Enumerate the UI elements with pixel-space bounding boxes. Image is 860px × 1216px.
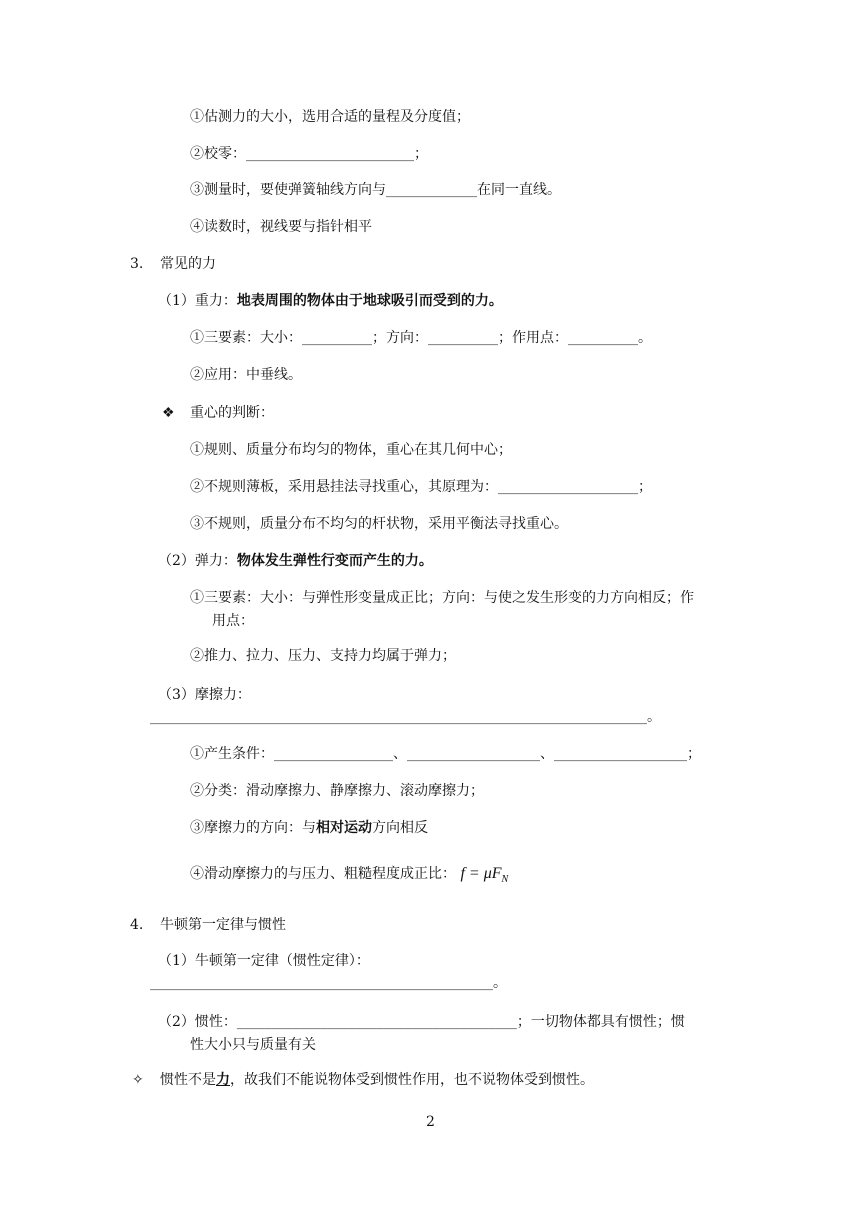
friction-types: ②分类：滑动摩擦力、静摩擦力、滚动摩擦力；: [190, 783, 484, 799]
gravity-application: ②应用：中垂线。: [190, 367, 302, 383]
cog-regular: ①规则、质量分布均匀的物体，重心在其几何中心；: [190, 442, 512, 458]
inertia-note-pre: 惯性不是: [160, 1072, 216, 1088]
friction-blank: _______________________________________________________________________。: [150, 709, 661, 725]
step-read: ④读数时，视线要与指针相平: [190, 219, 372, 235]
force-term: 力: [216, 1072, 230, 1088]
friction-heading: （3）摩擦力：: [158, 687, 251, 703]
newton-first-law: （1）牛顿第一定律（惯性定律）：: [158, 953, 370, 969]
gravity-heading: [158, 291, 503, 311]
star-bullet-icon: ✧: [132, 1072, 144, 1088]
gravity-definition: 地表周围的物体由于地球吸引而受到的力。: [236, 293, 503, 309]
section-4-title: 牛顿第一定律与惯性: [160, 917, 286, 933]
section-3-number: 3.: [130, 256, 144, 272]
friction-direction: [190, 818, 428, 838]
friction-formula: $f = \mu F_N$: [460, 865, 509, 886]
elastic-elements-line1: ①三要素：大小：与弹性形变量成正比；方向：与使之发生形变的力方向相反；作: [190, 590, 694, 606]
sliding-friction-text: ④滑动摩擦力的与压力、粗糙程度成正比：: [190, 866, 456, 882]
inertia-note-post: ，故我们不能说物体受到惯性作用，也不说物体受到惯性。: [230, 1072, 594, 1088]
section-3-title: 常见的力: [160, 256, 216, 272]
elastic-heading: [158, 551, 433, 571]
cog-suspension: ②不规则薄板，采用悬挂法寻找重心，其原理为：____________________；: [190, 479, 652, 495]
section-4-number: 4.: [130, 917, 144, 933]
step-axis: ③测量时，要使弹簧轴线方向与_____________在同一直线。: [190, 182, 561, 198]
friction-direction-post: 方向相反: [372, 820, 428, 836]
gravity-label: （1）重力：: [158, 293, 237, 309]
diamond-bullet-icon: ❖: [162, 405, 175, 421]
step-zero: ②校零：________________________；: [190, 146, 428, 162]
friction-direction-pre: ③摩擦力的方向：与: [190, 820, 316, 836]
page-number: 2: [426, 1114, 435, 1130]
elastic-elements-line2: 用点：: [212, 613, 254, 629]
cog-balance: ③不规则，质量分布不均匀的杆状物，采用平衡法寻找重心。: [190, 516, 568, 532]
newton-first-law-blank: _________________________________________________。: [150, 975, 507, 991]
center-of-gravity-title: 重心的判断：: [190, 405, 274, 421]
inertia-line1: （2）惯性：________________________________________；一切物体都具有惯性；惯: [158, 1014, 685, 1030]
elastic-definition: 物体发生弹性行变而产生的力。: [236, 553, 433, 569]
inertia-line2: 性大小只与质量有关: [190, 1037, 316, 1053]
elastic-types: ②推力、拉力、压力、支持力均属于弹力；: [190, 648, 456, 664]
sliding-friction-rule: [190, 864, 508, 890]
friction-conditions: ①产生条件：_________________、___________________、___________________；: [190, 746, 701, 762]
relative-motion-term: 相对运动: [316, 820, 372, 836]
gravity-elements: ①三要素：大小：__________；方向：__________；作用点：__________。: [190, 330, 652, 346]
elastic-label: （2）弹力：: [158, 553, 237, 569]
inertia-note: [160, 1070, 594, 1090]
step-estimate: ①估测力的大小，选用合适的量程及分度值；: [190, 109, 470, 125]
